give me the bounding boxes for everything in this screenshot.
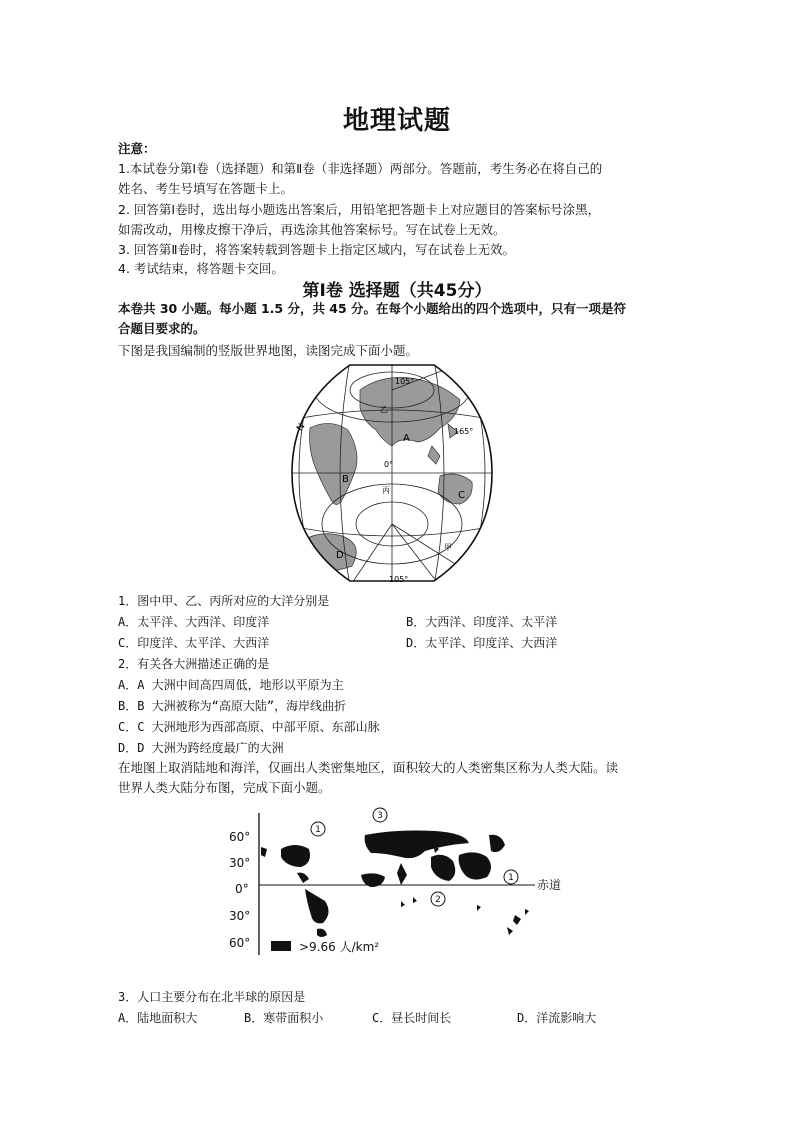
- map2-lat-0: 0°: [235, 882, 249, 896]
- page-title: 地理试题: [342, 106, 451, 136]
- map1-lat-zero: 0°: [384, 460, 394, 469]
- section-desc-a: 本卷共 30 小题。每小题 1.5 分，共 45 分。在每个小题给出的四个选项中，只有一项是符: [118, 301, 627, 316]
- map2-lat-60n: 60°: [229, 830, 251, 844]
- dense-areas: [261, 831, 529, 938]
- map1-ocean-jia: 甲: [444, 543, 452, 552]
- note-1a: 1.本试卷分第Ⅰ卷（选择题）和第Ⅱ卷（非选择题）两部分。答题前，考生务必在将自己的: [118, 161, 603, 176]
- note-3: 3. 回答第Ⅱ卷时，将答案转载到答题卡上指定区域内，写在试卷上无效。: [118, 242, 516, 257]
- q1-stem: 1．图中甲、乙、丙所对应的大洋分别是: [118, 594, 330, 608]
- note-2a: 2. 回答第Ⅰ卷时，选出每小题选出答案后，用铅笔把答题卡上对应题目的答案标号涂黑，: [118, 202, 601, 217]
- note-4: 4. 考试结束，将答题卡交回。: [118, 261, 284, 276]
- map2-lat-60s: 60°: [229, 936, 251, 950]
- map1-label-d: D: [336, 550, 344, 561]
- map1-lon-top: 105°: [395, 377, 415, 386]
- map2-circle-1a: 1: [315, 825, 321, 835]
- map1-label-a: A: [403, 433, 410, 444]
- map1-north: N: [295, 422, 308, 433]
- world-map-vertical: [290, 360, 494, 586]
- q1-option-b: B．大西洋、印度洋、太平洋: [406, 615, 558, 629]
- map1-ocean-bing: 丙: [382, 486, 390, 495]
- q2-option-a: A．A 大洲中间高四周低，地形以平原为主: [118, 678, 344, 692]
- map1-lon-bottom: 105°: [389, 575, 409, 584]
- q2-stem: 2．有关各大洲描述正确的是: [118, 657, 270, 671]
- note-1b: 姓名、考生号填写在答题卡上。: [118, 181, 294, 196]
- map2-circle-3: 3: [377, 811, 383, 821]
- human-continents-map: [225, 805, 570, 965]
- map1-ocean-yi: 乙: [380, 405, 388, 414]
- intro-map1: 下图是我国编制的竖版世界地图，读图完成下面小题。: [118, 343, 419, 358]
- intro-map2-b: 世界人类大陆分布图，完成下面小题。: [118, 780, 331, 795]
- map1-label-c: C: [458, 490, 465, 501]
- q3-option-d: D．洋流影响大: [517, 1011, 597, 1025]
- map1-label-b: B: [342, 474, 349, 485]
- intro-map2-a: 在地图上取消陆地和海洋，仅画出人类密集地区，面积较大的人类密集区称为人类大陆。读: [118, 760, 619, 775]
- q3-option-b: B．寒带面积小: [244, 1011, 324, 1025]
- legend-swatch: [271, 941, 291, 951]
- section-desc-b: 合题目要求的。: [118, 321, 206, 336]
- map2-lat-30s: 30°: [229, 909, 251, 923]
- q1-option-d: D．太平洋、印度洋、大西洋: [406, 636, 558, 650]
- map2-circle-2: 2: [435, 895, 441, 905]
- q1-option-a: A．太平洋、大西洋、印度洋: [118, 615, 270, 629]
- map2-lat-30n: 30°: [229, 856, 251, 870]
- q2-option-b: B．B 大洲被称为“高原大陆”，海岸线曲折: [118, 699, 347, 713]
- map2-circle-1b: 1: [508, 873, 514, 883]
- q3-option-a: A．陆地面积大: [118, 1011, 198, 1025]
- q3-stem: 3．人口主要分布在北半球的原因是: [118, 990, 306, 1004]
- section-title: 第Ⅰ卷 选择题（共45分）: [302, 281, 492, 301]
- q2-option-d: D．D 大洲为跨经度最广的大洲: [118, 741, 284, 755]
- q3-option-c: C．昼长时间长: [372, 1011, 452, 1025]
- map2-equator-label: 赤道: [537, 878, 562, 892]
- note-2b: 如需改动，用橡皮擦干净后，再选涂其他答案标号。写在试卷上无效。: [118, 222, 506, 237]
- notes-heading: 注意：: [118, 141, 156, 156]
- q2-option-c: C．C 大洲地形为西部高原、中部平原、东部山脉: [118, 720, 380, 734]
- q1-option-c: C．印度洋、太平洋、大西洋: [118, 636, 270, 650]
- map2-legend: >9.66 人/km²: [299, 940, 380, 954]
- map1-lon-right: 165°: [454, 427, 474, 436]
